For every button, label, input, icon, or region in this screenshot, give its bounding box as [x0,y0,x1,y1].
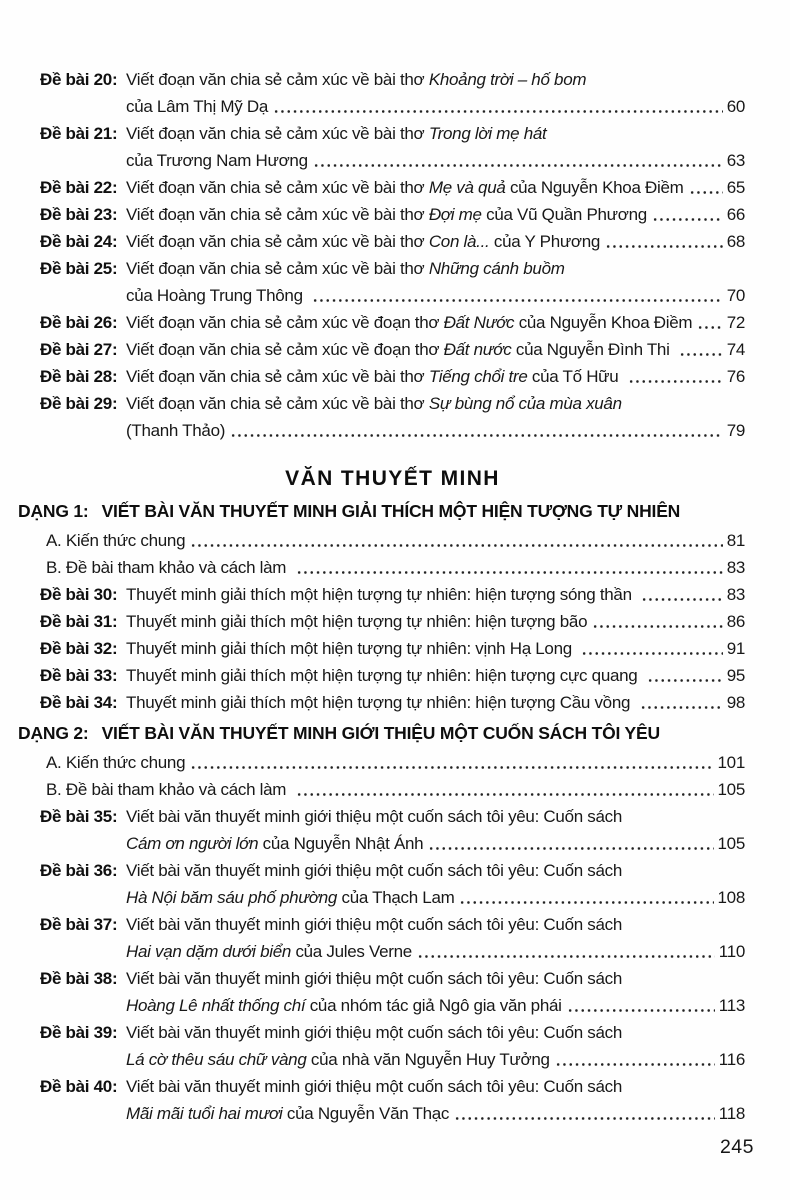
toc-entry [40,201,745,228]
toc-entry-text: Viết đoạn văn chia sẻ cảm xúc về đoạn thơ [126,313,444,332]
toc-entry-line [40,662,745,689]
toc-page-number: 118 [718,1104,745,1123]
toc-row [40,527,745,554]
dot-leader-line [605,244,723,249]
toc-page-number: 74 [726,340,745,359]
toc-entry-text: của Vũ Quần Phương [481,205,647,224]
toc-entry-text: Viết bài văn thuyết minh giới thiệu một cuốn sách tôi yêu: Cuốn sách [126,1023,623,1042]
toc-entry-line [40,363,745,390]
toc-entry-text: Viết đoạn văn chia sẻ cảm xúc về bài thơ [126,178,429,197]
toc-entry-line [40,992,745,1019]
toc-entry-line [40,830,745,857]
toc-entry-line [40,884,745,911]
toc-entry-text: của nhóm tác giả Ngô gia văn phái [305,996,562,1015]
work-title: Những cánh buồm [428,259,565,278]
toc-entry-text: Viết đoạn văn chia sẻ cảm xúc về bài thơ [126,70,429,89]
toc-entry-label: Đề bài 31: [40,612,118,631]
toc-entry-text: Viết bài văn thuyết minh giới thiệu một cuốn sách tôi yêu: Cuốn sách [126,1077,623,1096]
toc-page-number: 79 [726,421,745,440]
work-title: Mãi mãi tuổi hai mươi [126,1104,283,1123]
toc-entry-text: của Y Phương [489,232,601,251]
toc-page-number: 76 [726,367,745,386]
dot-leader-line [679,352,723,357]
toc-entry-text: (Thanh Thảo) [126,421,226,440]
toc-page-number: 70 [726,286,745,305]
work-title: Hoàng Lê nhất thống chí [126,996,306,1015]
toc-entry-label: Đề bài 36: [40,861,118,880]
toc-entry [40,689,745,716]
toc-entry-line [40,608,745,635]
toc-entry [40,120,745,174]
toc-entry [40,608,745,635]
toc-entry-line [40,201,745,228]
toc-entry-label: Đề bài 30: [40,585,118,604]
work-title: Con là... [428,232,490,251]
toc-entry-line [40,1019,745,1046]
toc-entry-line [40,336,745,363]
toc-page-number: 81 [726,531,745,550]
toc-entry-text: Viết đoạn văn chia sẻ cảm xúc về bài thơ [126,259,429,278]
toc-entry-line [40,803,745,830]
toc-entry [40,228,745,255]
toc-entry-text: của Hoàng Trung Thông [126,286,308,305]
dot-leader-line [592,624,722,629]
toc-entry-text: Thuyết minh giải thích một hiện tượng tự nhiên: hiện tượng bão [126,612,588,631]
work-title: Hai vạn dặm dưới biển [126,942,292,961]
toc-entry-line [40,938,745,965]
toc-entry-line [40,66,745,93]
dot-leader-line [190,765,713,770]
work-title: Hà Nội băm sáu phố phường [126,888,338,907]
toc-entry [40,336,745,363]
toc-entry-label: Đề bài 23: [40,205,118,224]
toc-page-number: 63 [726,151,745,170]
footer-page-number: 245 [719,1136,754,1158]
toc-entry-label: Đề bài 34: [40,693,118,712]
toc-entry-line [40,93,745,120]
toc-entry [40,635,745,662]
work-title: Trong lời mẹ hát [428,124,547,143]
work-title: Tiếng chổi tre [428,367,528,386]
dot-leader-line [296,570,723,575]
toc-page-number: 108 [717,888,745,907]
toc-row-text: B. Đề bài tham khảo và cách làm [46,780,291,799]
toc-page-number: 86 [726,612,745,631]
toc-entry-line [40,390,745,417]
toc-entry-line [40,689,745,716]
toc-entry-text: của Tố Hữu [527,367,623,386]
toc-page-number: 116 [718,1050,745,1069]
subsection-heading [18,498,745,525]
toc-page-number: 66 [726,205,745,224]
toc-entry-label: Đề bài 38: [40,969,118,988]
toc-entry [40,309,745,336]
toc-entry-line [40,1073,745,1100]
subsection-title: VIẾT BÀI VĂN THUYẾT MINH GIẢI THÍCH MỘT HIỆN TƯỢNG TỰ NHIÊN [101,501,681,521]
toc-entry-line [40,635,745,662]
toc-entry-line [40,857,745,884]
dot-leader-line [652,217,723,222]
toc-entry-line [40,965,745,992]
work-title: Sự bùng nổ của mùa xuân [428,394,622,413]
toc-entry-text: Viết bài văn thuyết minh giới thiệu một cuốn sách tôi yêu: Cuốn sách [126,969,623,988]
toc-entry-label: Đề bài 26: [40,313,118,332]
toc-page-number: 83 [726,585,745,604]
dot-leader-line [640,705,723,710]
toc-entry-line [40,309,745,336]
toc-entry [40,662,745,689]
work-title: Cám ơn người lớn [126,834,259,853]
toc-page-number: 105 [717,780,745,799]
toc-entry-text: Thuyết minh giải thích một hiện tượng tự nhiên: vịnh Hạ Long [126,639,577,658]
toc-entry-text: Viết đoạn văn chia sẻ cảm xúc về bài thơ [126,205,429,224]
toc-entry-text: Thuyết minh giải thích một hiện tượng tự nhiên: hiện tượng Cầu vồng [126,693,635,712]
dot-leader-line [428,846,713,851]
dot-leader-line [641,597,723,602]
dot-leader-line [459,900,713,905]
toc-row-text: A. Kiến thức chung [46,753,186,772]
work-title: Đất nước [443,340,512,359]
toc-row-text: B. Đề bài tham khảo và cách làm [46,558,291,577]
toc-entry [40,255,745,309]
toc-row [40,776,745,803]
toc-entry-label: Đề bài 21: [40,124,118,143]
toc-row [40,554,745,581]
dot-leader-line [273,109,723,114]
toc-entry-label: Đề bài 32: [40,639,118,658]
toc-row [40,749,745,776]
toc-page-number: 60 [726,97,745,116]
toc-entry [40,363,745,390]
toc-entry-text: Viết đoạn văn chia sẻ cảm xúc về đoạn thơ [126,340,444,359]
toc-entry-label: Đề bài 27: [40,340,118,359]
work-title: Khoảng trời – hố bom [428,70,587,89]
toc-entry-text: Viết đoạn văn chia sẻ cảm xúc về bài thơ [126,394,429,413]
toc-page-number: 91 [726,639,745,658]
toc-page-number: 113 [718,996,745,1015]
toc-entry-line [40,228,745,255]
toc-entry [40,174,745,201]
toc-entry [40,390,745,444]
toc-entry-line [40,417,745,444]
subsection-label: DẠNG 1: [18,501,89,521]
toc-entry-label: Đề bài 24: [40,232,118,251]
work-title: Đất Nước [443,313,515,332]
toc-entry-line [40,1046,745,1073]
toc-entry [40,911,745,965]
toc-entry-text: của Nguyễn Khoa Điềm [514,313,693,332]
dot-leader-line [312,298,723,303]
toc-entry-text: của Nguyễn Khoa Điềm [505,178,684,197]
toc-entry-text: Viết đoạn văn chia sẻ cảm xúc về bài thơ [126,367,429,386]
toc-page-number: 98 [726,693,745,712]
toc-entry-text: Viết bài văn thuyết minh giới thiệu một cuốn sách tôi yêu: Cuốn sách [126,807,623,826]
toc-entry [40,803,745,857]
toc-entry-label: Đề bài 22: [40,178,118,197]
dot-leader-line [190,543,722,548]
toc-entry-label: Đề bài 39: [40,1023,118,1042]
toc-entry [40,1019,745,1073]
work-title: Đợi mẹ [428,205,482,224]
subsection-label: DẠNG 2: [18,723,89,743]
dot-leader-line [296,792,714,797]
dot-leader-line [555,1062,715,1067]
toc-entry-line [40,1100,745,1127]
dot-leader-line [313,163,723,168]
toc-entry-text: Viết bài văn thuyết minh giới thiệu một cuốn sách tôi yêu: Cuốn sách [126,861,623,880]
toc-page-number: 110 [718,942,745,961]
subsection-title: VIẾT BÀI VĂN THUYẾT MINH GIỚI THIỆU MỘT CUỐN SÁCH TÔI YÊU [101,723,660,743]
toc-entry-line [40,147,745,174]
toc-entry-line [40,911,745,938]
toc-entry [40,857,745,911]
toc-entry-text: của nhà văn Nguyễn Huy Tưởng [306,1050,550,1069]
toc-entry-text: Thuyết minh giải thích một hiện tượng tự nhiên: hiện tượng sóng thần [126,585,637,604]
toc-entry-text: Thuyết minh giải thích một hiện tượng tự nhiên: hiện tượng cực quang [126,666,642,685]
dot-leader-line [689,190,723,195]
toc-entry-text: của Trương Nam Hương [126,151,308,170]
toc-entry-label: Đề bài 28: [40,367,118,386]
toc-entry-label: Đề bài 20: [40,70,118,89]
toc-entry-text: của Nguyễn Nhật Ánh [258,834,424,853]
toc-page-number: 72 [726,313,745,332]
toc-entry-line [40,581,745,608]
toc-entry-text: của Lâm Thị Mỹ Dạ [126,97,268,116]
toc-entry-label: Đề bài 29: [40,394,118,413]
toc-page-number: 101 [717,753,745,772]
toc-entry-text: của Thạch Lam [337,888,455,907]
toc-entry-line [40,255,745,282]
dot-leader-line [230,433,723,438]
toc-entry-label: Đề bài 40: [40,1077,118,1096]
toc-entry-label: Đề bài 25: [40,259,118,278]
toc-entry-text: của Nguyễn Đình Thi [511,340,674,359]
dot-leader-line [567,1008,715,1013]
toc-entry [40,1073,745,1127]
toc-entry-label: Đề bài 37: [40,915,118,934]
toc-entry-label: Đề bài 33: [40,666,118,685]
toc-entry-text: của Jules Verne [291,942,412,961]
toc-entry-text: Viết đoạn văn chia sẻ cảm xúc về bài thơ [126,232,429,251]
section-heading: VĂN THUYẾT MINH [285,467,500,490]
toc-page-number: 65 [726,178,745,197]
dot-leader-line [454,1116,715,1121]
dot-leader-line [628,379,723,384]
toc-page-number: 68 [726,232,745,251]
dot-leader-line [581,651,722,656]
toc-entry-line [40,174,745,201]
toc-entry [40,66,745,120]
toc-entry-label: Đề bài 35: [40,807,118,826]
dot-leader-line [647,678,723,683]
toc-entry-line [40,282,745,309]
toc-entry [40,581,745,608]
dot-leader-line [697,325,722,330]
subsection-heading [18,720,745,747]
toc-entry-line [40,120,745,147]
toc-page-number: 105 [717,834,745,853]
toc-entry-text: Viết bài văn thuyết minh giới thiệu một cuốn sách tôi yêu: Cuốn sách [126,915,623,934]
toc-entry-text: của Nguyễn Văn Thạc [282,1104,450,1123]
toc-page-number: 95 [726,666,745,685]
work-title: Mẹ và quả [428,178,506,197]
toc-entry-text: Viết đoạn văn chia sẻ cảm xúc về bài thơ [126,124,429,143]
toc-page-number: 83 [726,558,745,577]
dot-leader-line [417,954,715,959]
toc-row-text: A. Kiến thức chung [46,531,186,550]
work-title: Lá cờ thêu sáu chữ vàng [126,1050,307,1069]
toc-entry [40,965,745,1019]
